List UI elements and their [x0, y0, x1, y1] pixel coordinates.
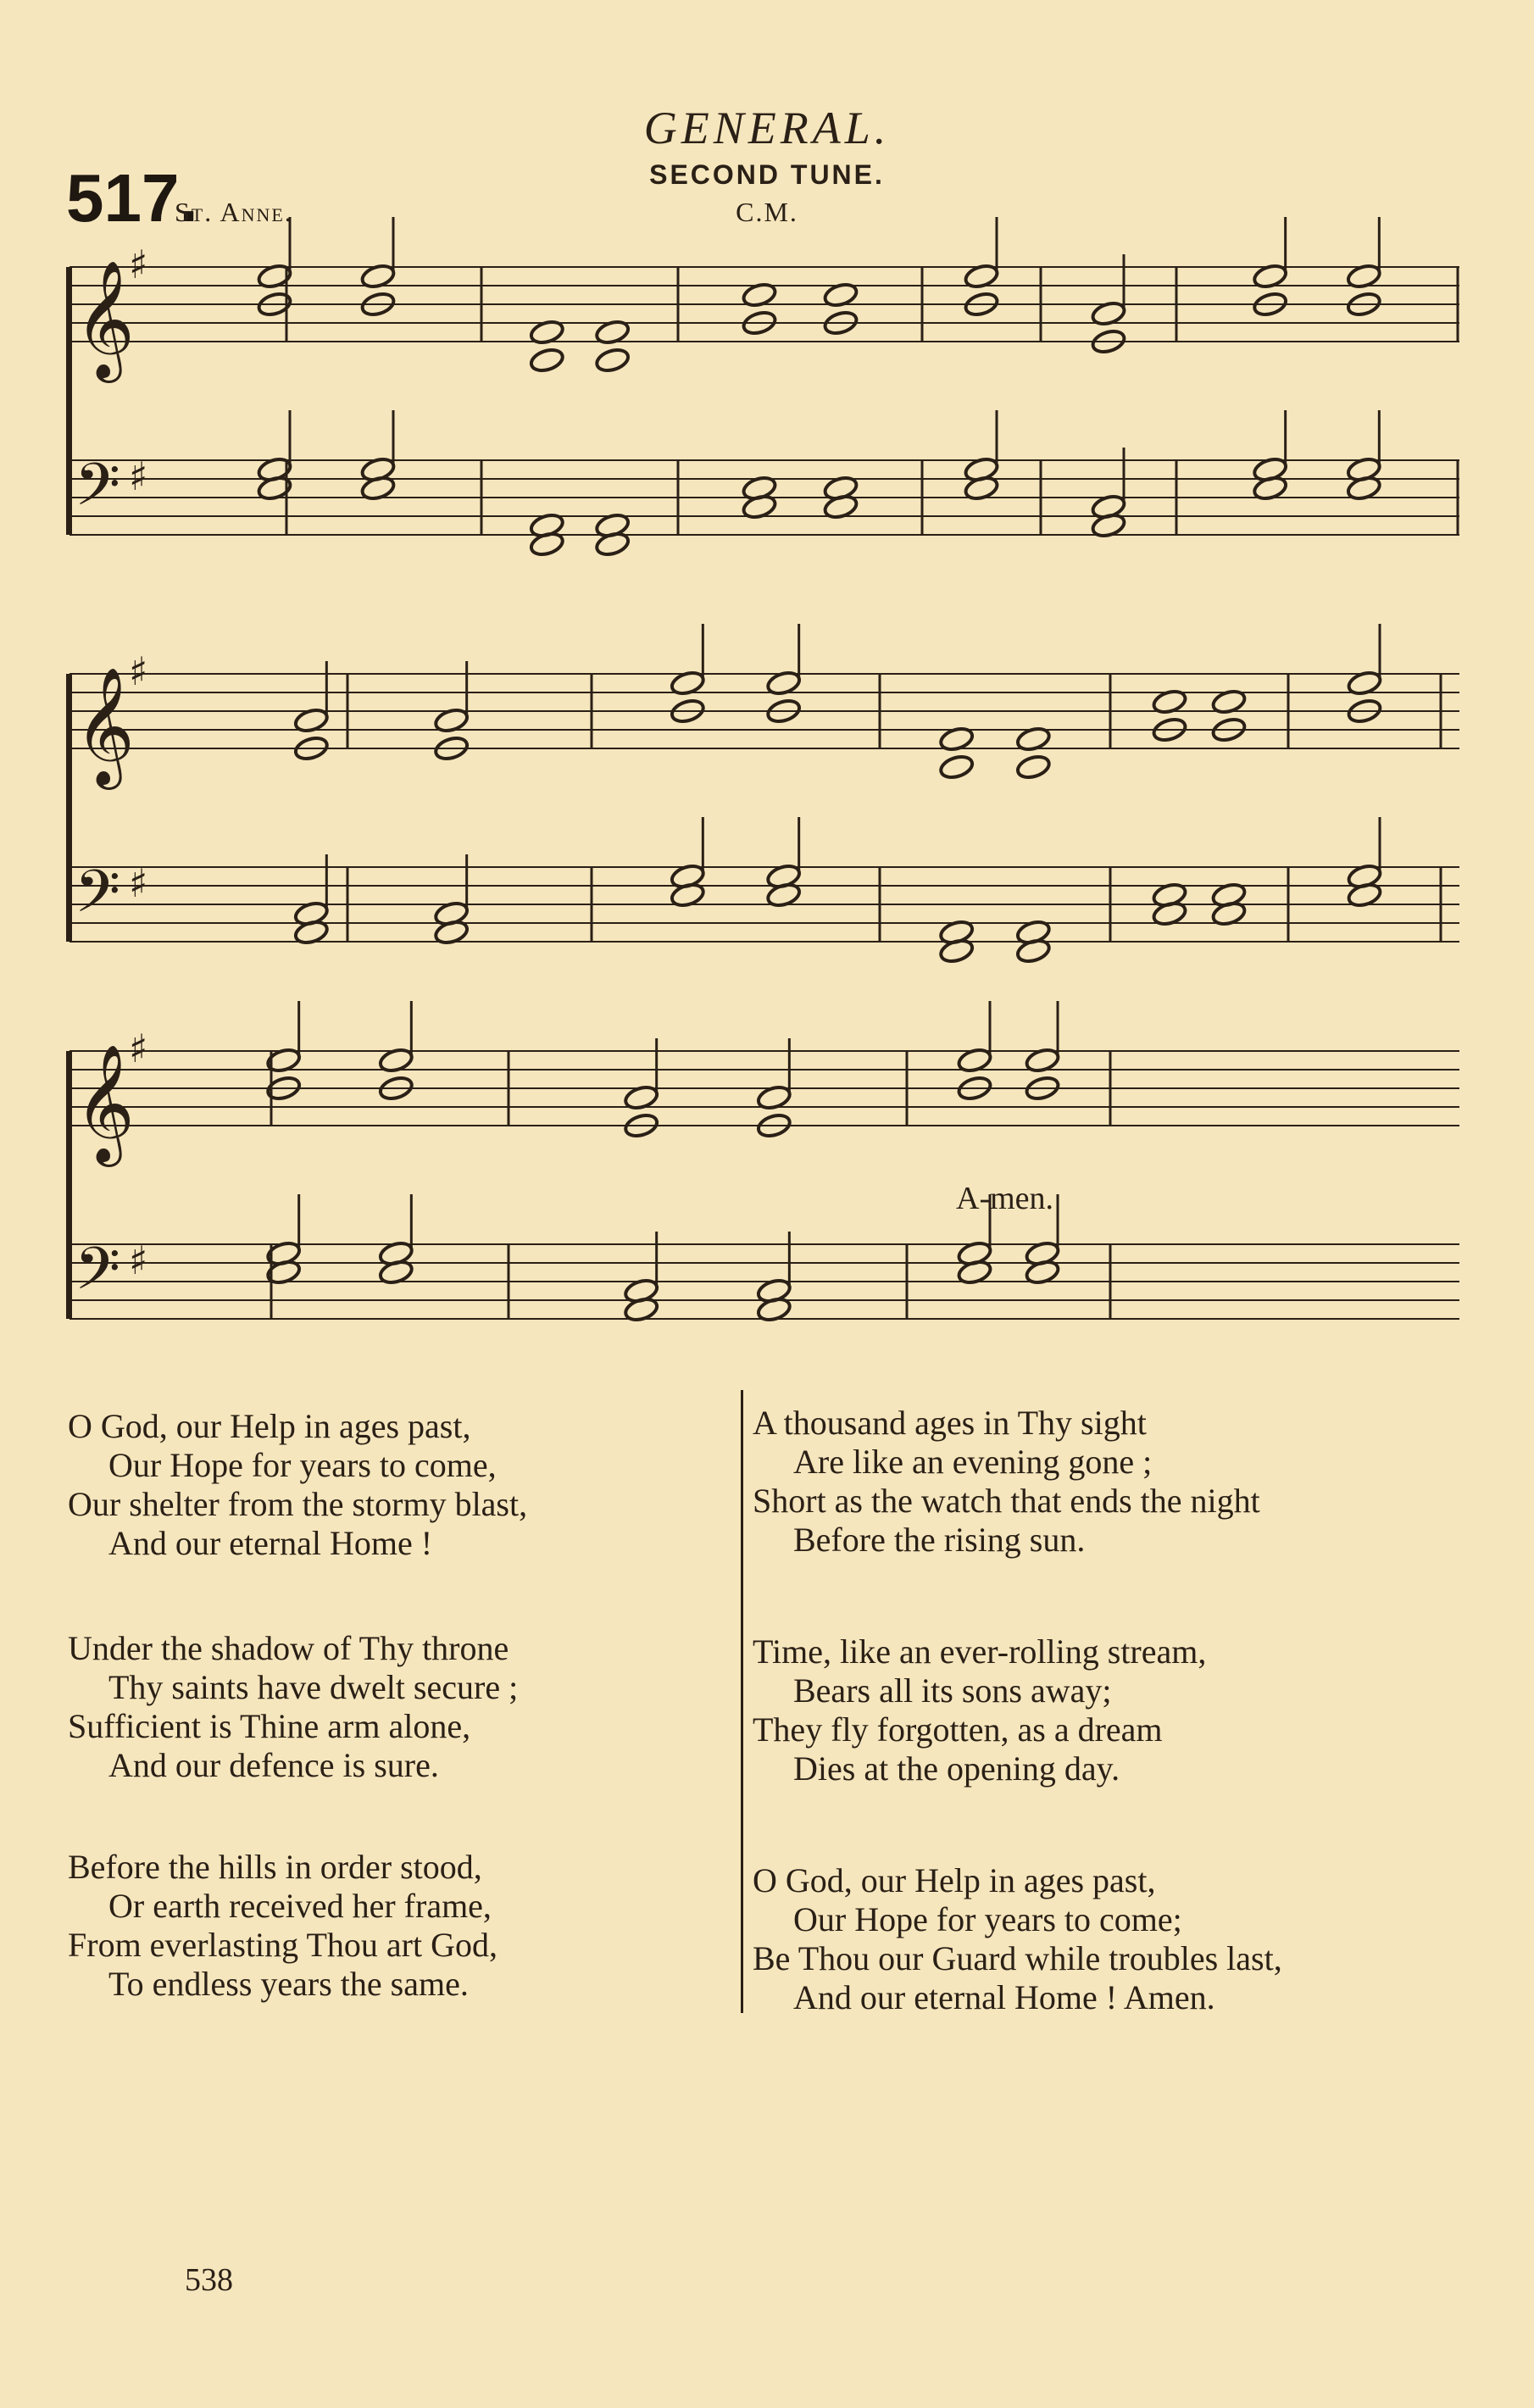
treble-clef-icon: 𝄞	[75, 1044, 135, 1162]
bass-clef-icon: 𝄢	[75, 1234, 121, 1317]
bass-clef-icon: 𝄢	[75, 857, 121, 940]
stanza-line: Short as the watch that ends the night	[753, 1482, 1260, 1520]
stanza-line: Are like an evening gone ;	[793, 1443, 1153, 1481]
sharp-icon: ♯	[129, 1237, 148, 1284]
system-brace	[66, 674, 72, 942]
system-brace	[66, 1051, 72, 1319]
stanza-line: To endless years the same.	[108, 1965, 469, 2003]
stanza-line: And our defence is sure.	[108, 1746, 439, 1784]
page-number: 538	[185, 2262, 233, 2298]
note-head	[938, 754, 975, 781]
treble-clef-icon: 𝄞	[75, 260, 135, 378]
stanza-line: Before the hills in order stood,	[68, 1848, 482, 1886]
stanza-line: Be Thou our Guard while troubles last,	[753, 1939, 1282, 1977]
note-head	[594, 347, 631, 375]
tune-name: St. Anne.	[175, 197, 293, 227]
stanza-2	[68, 1629, 518, 1785]
hymn-number: 517.	[66, 160, 198, 236]
amen-label: A-men.	[956, 1181, 1054, 1216]
sharp-icon: ♯	[129, 648, 148, 695]
stanza-3	[68, 1848, 497, 2004]
stanza-line: Bears all its sons away;	[793, 1671, 1112, 1710]
stanza-1	[68, 1407, 527, 1563]
stanza-6	[753, 1861, 1282, 2017]
stanza-line: Time, like an ever-rolling stream,	[753, 1632, 1207, 1671]
treble-clef-icon: 𝄞	[75, 667, 135, 785]
second-tune-label: SECOND TUNE.	[649, 159, 885, 190]
stanza-line: Sufficient is Thine arm alone,	[68, 1707, 471, 1745]
sharp-icon: ♯	[129, 453, 148, 500]
note-head	[529, 347, 565, 375]
stanza-line: A thousand ages in Thy sight	[753, 1404, 1147, 1442]
sharp-icon: ♯	[129, 860, 148, 907]
stanza-line: Our Hope for years to come;	[793, 1900, 1182, 1938]
meter-label: C.M.	[736, 197, 798, 227]
stanza-line: O God, our Help in ages past,	[68, 1407, 471, 1445]
bass-clef-icon: 𝄢	[75, 450, 121, 533]
stanza-line: Thy saints have dwelt secure ;	[108, 1668, 519, 1706]
stanza-4	[753, 1404, 1260, 1560]
stanza-line: They fly forgotten, as a dream	[753, 1710, 1163, 1749]
stanza-line: Before the rising sun.	[793, 1521, 1086, 1559]
section-title: GENERAL.	[643, 103, 891, 153]
stanza-line: Our Hope for years to come,	[108, 1446, 497, 1484]
stanza-line: From everlasting Thou art God,	[68, 1926, 497, 1964]
stanza-line: And our eternal Home ! Amen.	[793, 1978, 1215, 2016]
stanza-5	[753, 1632, 1206, 1788]
stanza-line: O God, our Help in ages past,	[753, 1861, 1156, 1899]
sharp-icon: ♯	[129, 242, 148, 288]
note-head	[1015, 754, 1052, 781]
sharp-icon: ♯	[129, 1026, 148, 1072]
stanza-line: Or earth received her frame,	[108, 1887, 492, 1925]
stanza-line: Dies at the opening day.	[793, 1749, 1120, 1788]
stanza-line: Under the shadow of Thy throne	[68, 1629, 509, 1667]
system-brace	[66, 267, 72, 535]
stanza-line: And our eternal Home !	[108, 1524, 433, 1562]
column-divider	[741, 1390, 743, 2013]
stanza-line: Our shelter from the stormy blast,	[68, 1485, 528, 1523]
